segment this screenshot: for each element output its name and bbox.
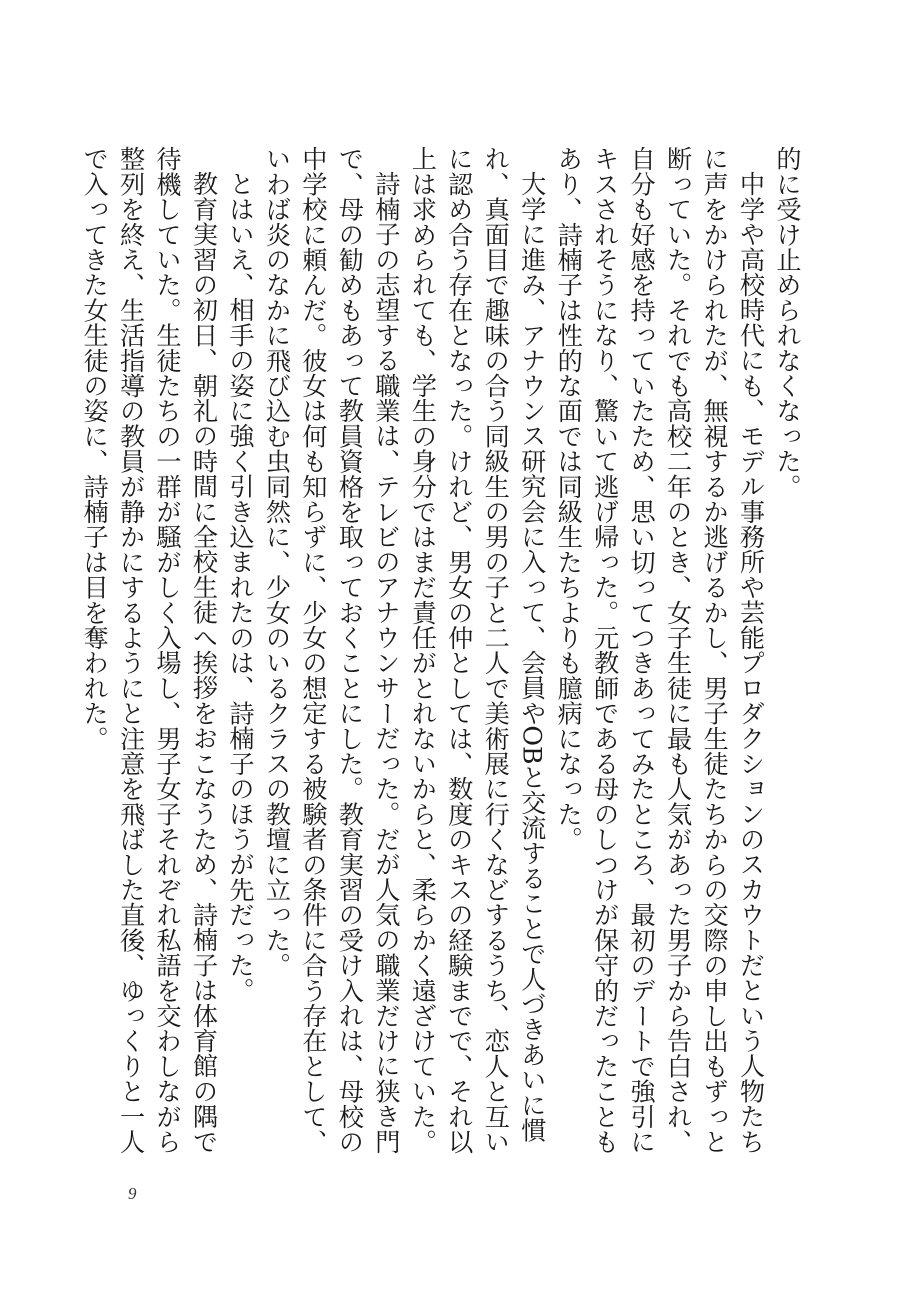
paragraph-1: 的に受け止められなくなった。 [773, 146, 802, 499]
page-number: 9 [128, 1184, 137, 1203]
paragraph-2: 中学や高校時代にも、モデル事務所や芸能プロダクションのスカウトだという人物たちに声をかけられたが、無視するか逃げるかし、男子生徒たちからの交際の申し出もずっと断っていた。それでも高校二年のとき、女子生徒に最も人気があった男子から告白され、自分も好感を持っていたため、思い切ってつきあってみたところ、最初のデートで強引にキスされそうになり、驚いて逃げ帰った。元教師である母のしつけが保守的だったこともあり、詩楠子は性的な面では同級生たちよりも臆病になった。 [554, 146, 766, 1154]
paragraph-3: 大学に進み、アナウンス研究会に入って、会員やOBと交流することで人づきあいに慣れ、真面目で趣味の合う同級生の男の子と二人で美術展に行くなどするうち、恋人と互いに認め合う存在となった。けれど、男女の仲としては、数度のキスの経験までで、それ以上は求められても、学生の身分ではまだ責任がとれないからと、柔らかく遠ざけていた。 [408, 146, 547, 1154]
vertical-text-body [80, 146, 805, 1154]
paragraph-5: とはいえ、相手の姿に強く引き込まれたのは、詩楠子のほうが先だった。 [225, 171, 255, 1003]
paragraph-6: 教育実習の初日、朝礼の時間に全校生徒へ挨拶をおこなうため、詩楠子は体育館の隅で待機していた。生徒たちの一群が騒がしく入場し、男子女子それぞれ私語を交わしながら整列を終え、生活指導の教員が静かにするようにと注意を飛ばした直後、ゆっくりと一人で入ってきた女生徒の姿に、詩楠子は目を奪われた。 [80, 146, 219, 1154]
paragraph-4: 詩楠子の志望する職業は、テレビのアナウンサーだった。だが人気の職業だけに狭き門で、母の勧めもあって教員資格を取っておくことにした。教育実習の受け入れは、母校の中学校に頼んだ。彼女は何も知らずに、少女の想定する被験者の条件に合う存在として、いわば炎のなかに飛び込む虫同然に、少女のいるクラスの教壇に立った。 [262, 146, 401, 1154]
